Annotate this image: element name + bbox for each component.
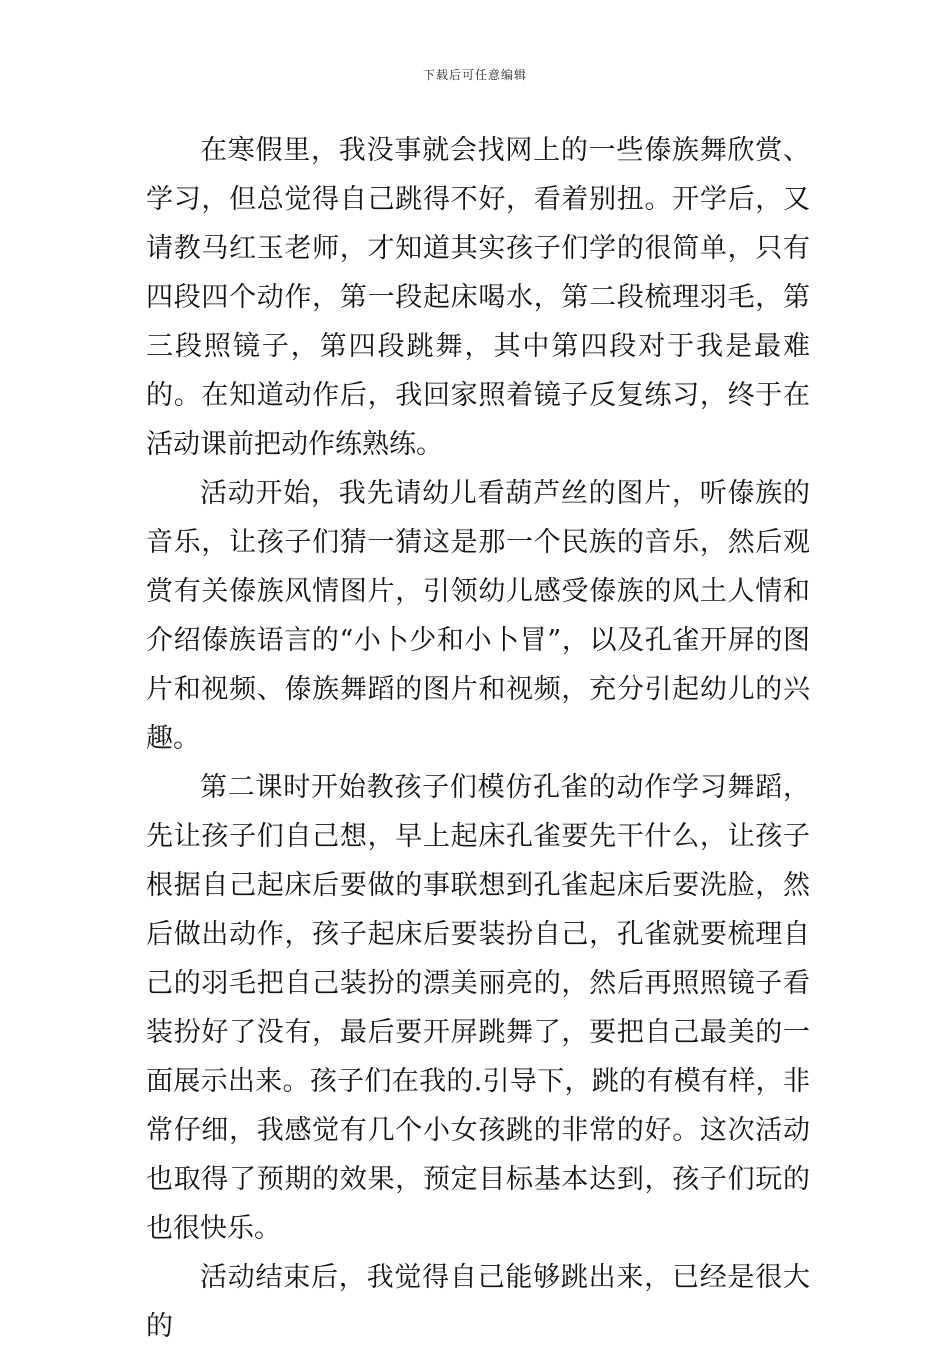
header-note: 下载后可任意编辑 bbox=[422, 68, 527, 82]
document-body bbox=[146, 126, 810, 1351]
paragraph-4: 活动结束后，我觉得自己能够跳出来，已经是很大的 bbox=[146, 1262, 810, 1342]
paragraph-3: 第二课时开始教孩子们模仿孔雀的动作学习舞蹈，先让孩子们自己想，早上起床孔雀要先干什么，让孩子根据自己起床后要做的事联想到孔雀起床后要洗脸，然后做出动作，孩子起床后要装扮自己，孔雀就要梳理自己的羽毛把自己装扮的漂美丽亮的，然后再照照镜子看装扮好了没有，最后要开屏跳舞了，要把自己最美的一面展示出来。孩子们在我的.引导下，跳的有模有样，非常仔细，我感觉有几个小女孩跳的非常的好。这次活动也取得了预期的效果，预定目标基本达到，孩子们玩的也很快乐。 bbox=[146, 772, 810, 1244]
paragraph-2: 活动开始，我先请幼儿看葫芦丝的图片，听傣族的音乐，让孩子们猜一猜这是那一个民族的音乐，然后观赏有关傣族风情图片，引领幼儿感受傣族的风土人情和介绍傣族语言的“小卜少和小卜冒”，以及孔雀开屏的图片和视频、傣族舞蹈的图片和视频，充分引起幼儿的兴趣。 bbox=[146, 478, 810, 754]
paragraph-1: 在寒假里，我没事就会找网上的一些傣族舞欣赏、学习，但总觉得自己跳得不好，看着别扭。开学后，又请教马红玉老师，才知道其实孩子们学的很简单，只有四段四个动作，第一段起床喝水，第二段梳理羽毛，第三段照镜子，第四段跳舞，其中第四段对于我是最难的。在知道动作后，我回家照着镜子反复练习，终于在活动课前把动作练熟练。 bbox=[146, 135, 810, 460]
